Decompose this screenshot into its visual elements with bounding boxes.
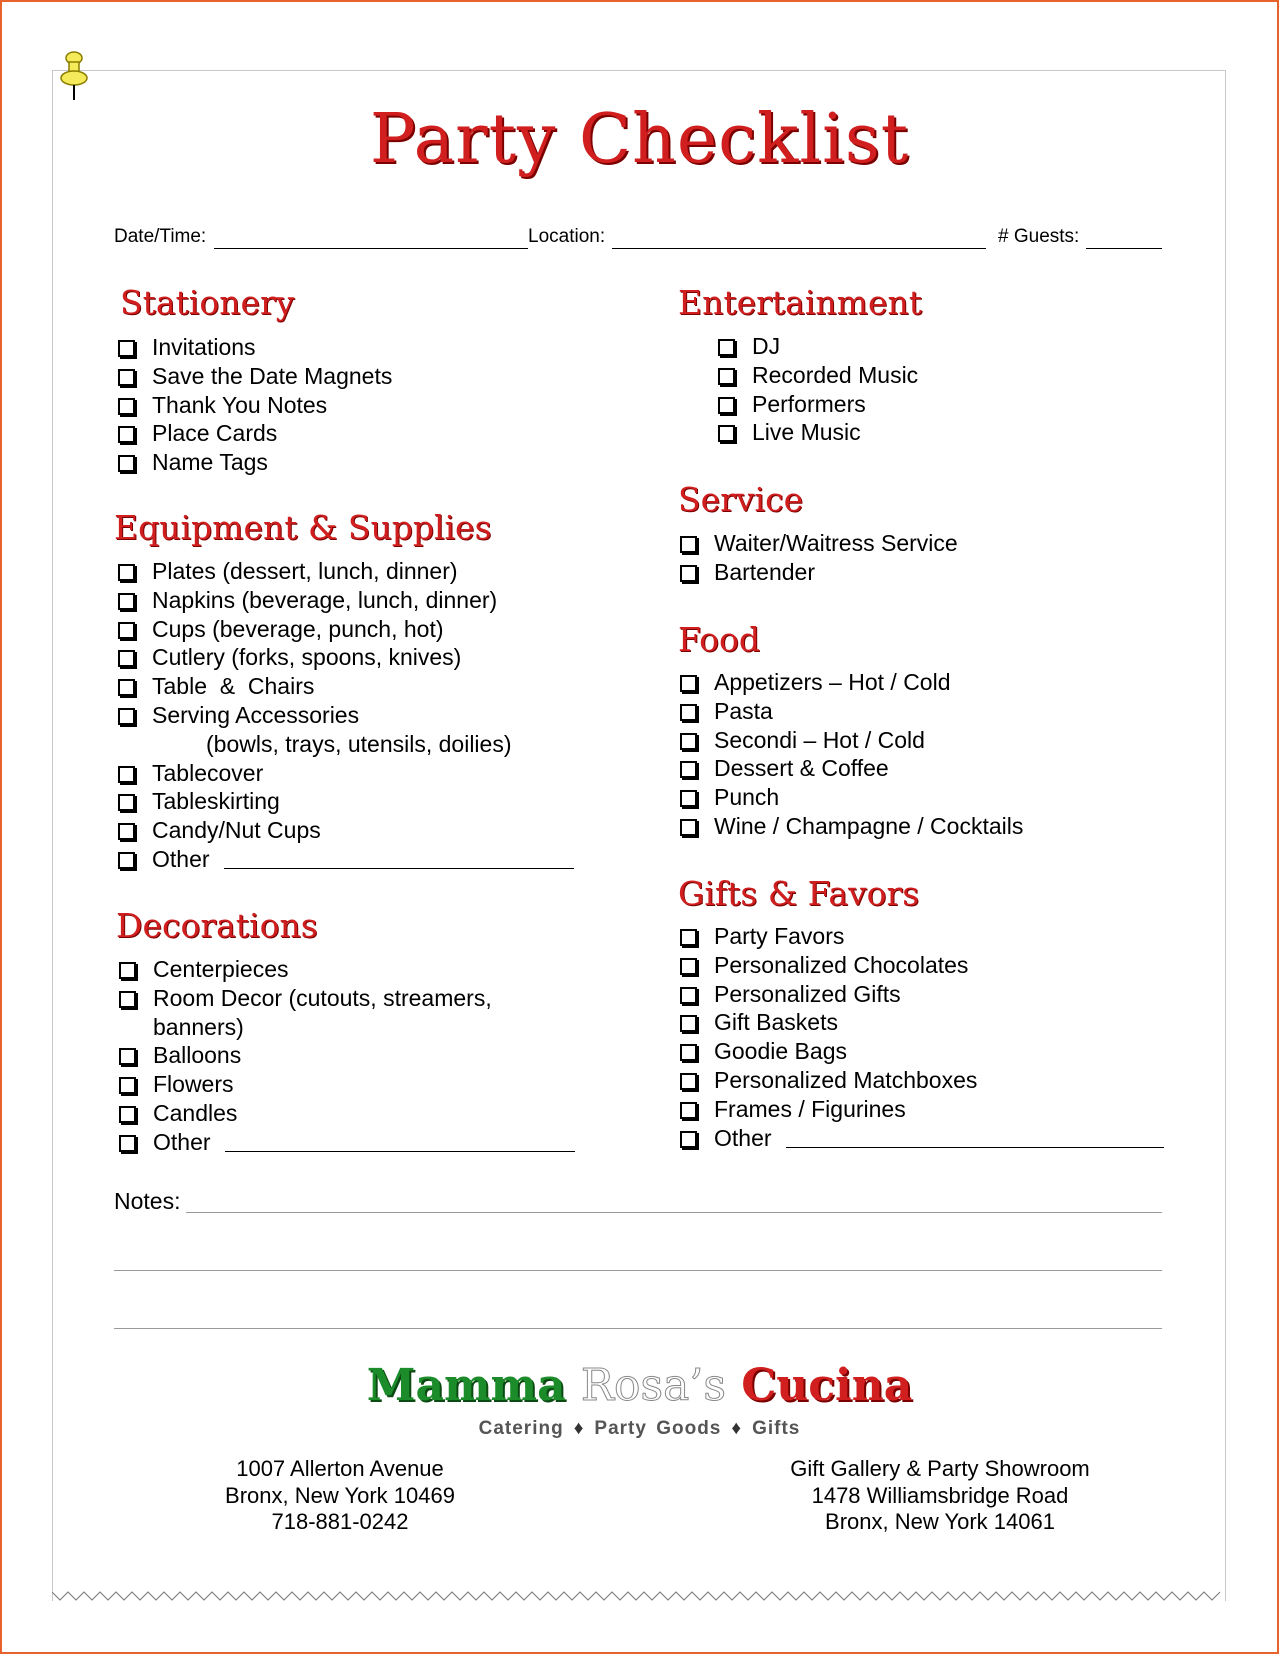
notes-line-3[interactable] bbox=[114, 1328, 1162, 1329]
checkbox-icon[interactable] bbox=[680, 536, 697, 553]
checkbox-icon[interactable] bbox=[119, 1048, 136, 1065]
event-info-line bbox=[114, 226, 1164, 252]
checklist-item[interactable]: Pasta bbox=[678, 697, 1023, 726]
address-right: Gift Gallery & Party Showroom 1478 Williamsbridge Road Bronx, New York 14061 bbox=[790, 1456, 1090, 1534]
checklist-item[interactable]: Napkins (beverage, lunch, dinner) bbox=[116, 586, 574, 615]
checklist-item[interactable]: Performers bbox=[716, 390, 918, 419]
location-label: Location: bbox=[528, 226, 606, 247]
heading-entertainment: Entertainment bbox=[678, 283, 922, 322]
checkbox-icon[interactable] bbox=[680, 958, 697, 975]
checkbox-icon[interactable] bbox=[680, 565, 697, 582]
service-list bbox=[678, 529, 958, 587]
pushpin-icon bbox=[58, 50, 94, 104]
checklist-item[interactable]: Bartender bbox=[678, 558, 958, 587]
checklist-item[interactable]: Thank You Notes bbox=[116, 391, 392, 420]
gifts-list bbox=[678, 922, 1164, 1152]
checklist-item[interactable]: Personalized Matchboxes bbox=[678, 1066, 1164, 1095]
checklist-item[interactable]: Goodie Bags bbox=[678, 1037, 1164, 1066]
heading-gifts: Gifts & Favors bbox=[678, 874, 920, 913]
diamond-icon: ♦ bbox=[731, 1418, 743, 1439]
checkbox-icon[interactable] bbox=[118, 398, 135, 415]
heading-stationery: Stationery bbox=[120, 283, 295, 322]
checklist-item[interactable]: Cups (beverage, punch, hot) bbox=[116, 615, 574, 644]
heading-decorations: Decorations bbox=[116, 906, 318, 945]
entertainment-list bbox=[716, 332, 918, 447]
checkbox-icon[interactable] bbox=[680, 704, 697, 721]
checklist-item[interactable]: Serving Accessories bbox=[116, 701, 574, 730]
checklist-item[interactable]: Room Decor (cutouts, streamers, bbox=[117, 984, 575, 1013]
date-label: Date/Time: bbox=[114, 226, 207, 247]
checklist-item[interactable]: Live Music bbox=[716, 418, 918, 447]
checklist-item[interactable]: Party Favors bbox=[678, 922, 1164, 951]
checklist-item[interactable]: Personalized Chocolates bbox=[678, 951, 1164, 980]
checkbox-icon[interactable] bbox=[118, 794, 135, 811]
checklist-item[interactable]: Name Tags bbox=[116, 448, 392, 477]
checkbox-icon[interactable] bbox=[118, 766, 135, 783]
location-field[interactable] bbox=[612, 248, 986, 249]
checkbox-icon[interactable] bbox=[119, 1077, 136, 1094]
checklist-item[interactable]: Personalized Gifts bbox=[678, 980, 1164, 1009]
checkbox-icon[interactable] bbox=[718, 368, 735, 385]
checklist-item[interactable]: Table & Chairs bbox=[116, 672, 574, 701]
checklist-item[interactable]: Place Cards bbox=[116, 419, 392, 448]
other-field[interactable] bbox=[786, 1147, 1164, 1148]
checklist-item[interactable]: Waiter/Waitress Service bbox=[678, 529, 958, 558]
checkbox-icon[interactable] bbox=[118, 679, 135, 696]
checklist-item[interactable]: Appetizers – Hot / Cold bbox=[678, 668, 1023, 697]
checkbox-icon[interactable] bbox=[118, 852, 135, 869]
diamond-icon: ♦ bbox=[573, 1418, 585, 1439]
checklist-item[interactable]: Secondi – Hot / Cold bbox=[678, 726, 1023, 755]
checkbox-icon[interactable] bbox=[118, 708, 135, 725]
checkbox-icon[interactable] bbox=[119, 962, 136, 979]
checkbox-icon[interactable] bbox=[680, 733, 697, 750]
checklist-item[interactable]: Punch bbox=[678, 783, 1023, 812]
page-title: Party Checklist bbox=[369, 100, 910, 179]
checklist-item[interactable]: Balloons bbox=[117, 1041, 575, 1070]
checklist-item[interactable]: Other bbox=[116, 845, 574, 874]
checkbox-icon[interactable] bbox=[680, 1073, 697, 1090]
checkbox-icon[interactable] bbox=[718, 339, 735, 356]
brand-logo: Mamma Rosa’s Cucina bbox=[366, 1360, 913, 1411]
checklist-item[interactable]: Wine / Champagne / Cocktails bbox=[678, 812, 1023, 841]
address-left: 1007 Allerton Avenue Bronx, New York 10469 718-881-0242 bbox=[225, 1456, 455, 1534]
checklist-item[interactable]: Candles bbox=[117, 1099, 575, 1128]
guests-label: # Guests: bbox=[998, 226, 1080, 247]
checkbox-icon[interactable] bbox=[118, 564, 135, 581]
torn-edge bbox=[52, 1588, 1226, 1604]
checkbox-icon[interactable] bbox=[680, 790, 697, 807]
stationery-list bbox=[116, 333, 392, 477]
checklist-item[interactable]: Invitations bbox=[116, 333, 392, 362]
checkbox-icon[interactable] bbox=[680, 1102, 697, 1119]
decorations-list bbox=[117, 955, 575, 1157]
checklist-wrap-line: banners) bbox=[153, 1013, 244, 1040]
other-field[interactable] bbox=[225, 1151, 575, 1152]
notes-label: Notes: bbox=[114, 1188, 181, 1214]
checklist-item[interactable]: Tablecover bbox=[116, 759, 574, 788]
checkbox-icon[interactable] bbox=[118, 650, 135, 667]
checkbox-icon[interactable] bbox=[119, 991, 136, 1008]
checkbox-icon[interactable] bbox=[680, 1131, 697, 1148]
brand-tagline: Catering ♦ Party Goods ♦ Gifts bbox=[478, 1418, 801, 1439]
checkbox-icon[interactable] bbox=[118, 823, 135, 840]
checklist-item[interactable]: Centerpieces bbox=[117, 955, 575, 984]
checklist-item[interactable]: Other bbox=[678, 1124, 1164, 1153]
checkbox-icon[interactable] bbox=[680, 761, 697, 778]
other-field[interactable] bbox=[224, 868, 574, 869]
checklist-subnote: (bowls, trays, utensils, doilies) bbox=[206, 730, 512, 757]
checklist-item[interactable]: Gift Baskets bbox=[678, 1008, 1164, 1037]
checkbox-icon[interactable] bbox=[680, 1044, 697, 1061]
heading-service: Service bbox=[678, 480, 804, 519]
checkbox-icon[interactable] bbox=[718, 425, 735, 442]
checklist-item[interactable]: Candy/Nut Cups bbox=[116, 816, 574, 845]
checklist-item[interactable]: Flowers bbox=[117, 1070, 575, 1099]
checklist-item[interactable]: Cutlery (forks, spoons, knives) bbox=[116, 643, 574, 672]
checkbox-icon[interactable] bbox=[118, 455, 135, 472]
checkbox-icon[interactable] bbox=[119, 1135, 136, 1152]
checklist-item[interactable]: Plates (dessert, lunch, dinner) bbox=[116, 557, 574, 586]
checkbox-icon[interactable] bbox=[680, 987, 697, 1004]
equipment-list bbox=[116, 557, 574, 874]
checkbox-icon[interactable] bbox=[119, 1106, 136, 1123]
heading-equipment: Equipment & Supplies bbox=[114, 508, 492, 547]
guests-field[interactable] bbox=[1086, 248, 1162, 249]
checklist-item[interactable]: Tableskirting bbox=[116, 787, 574, 816]
notes-line-2[interactable] bbox=[114, 1270, 1162, 1271]
checkbox-icon[interactable] bbox=[680, 819, 697, 836]
notes-line-1[interactable] bbox=[186, 1212, 1162, 1213]
checkbox-icon[interactable] bbox=[680, 1015, 697, 1032]
checkbox-icon[interactable] bbox=[118, 426, 135, 443]
checklist-item[interactable]: Recorded Music bbox=[716, 361, 918, 390]
checkbox-icon[interactable] bbox=[680, 929, 697, 946]
checkbox-icon[interactable] bbox=[718, 397, 735, 414]
checklist-item[interactable]: Dessert & Coffee bbox=[678, 754, 1023, 783]
checkbox-icon[interactable] bbox=[680, 675, 697, 692]
checklist-item[interactable]: DJ bbox=[716, 332, 918, 361]
heading-food: Food bbox=[678, 620, 760, 659]
checklist-item[interactable]: Other bbox=[117, 1128, 575, 1157]
food-list bbox=[678, 668, 1023, 841]
checkbox-icon[interactable] bbox=[118, 369, 135, 386]
checkbox-icon[interactable] bbox=[118, 340, 135, 357]
checklist-item[interactable]: Save the Date Magnets bbox=[116, 362, 392, 391]
checkbox-icon[interactable] bbox=[118, 593, 135, 610]
checkbox-icon[interactable] bbox=[118, 622, 135, 639]
checklist-item[interactable]: Frames / Figurines bbox=[678, 1095, 1164, 1124]
date-field[interactable] bbox=[214, 248, 528, 249]
